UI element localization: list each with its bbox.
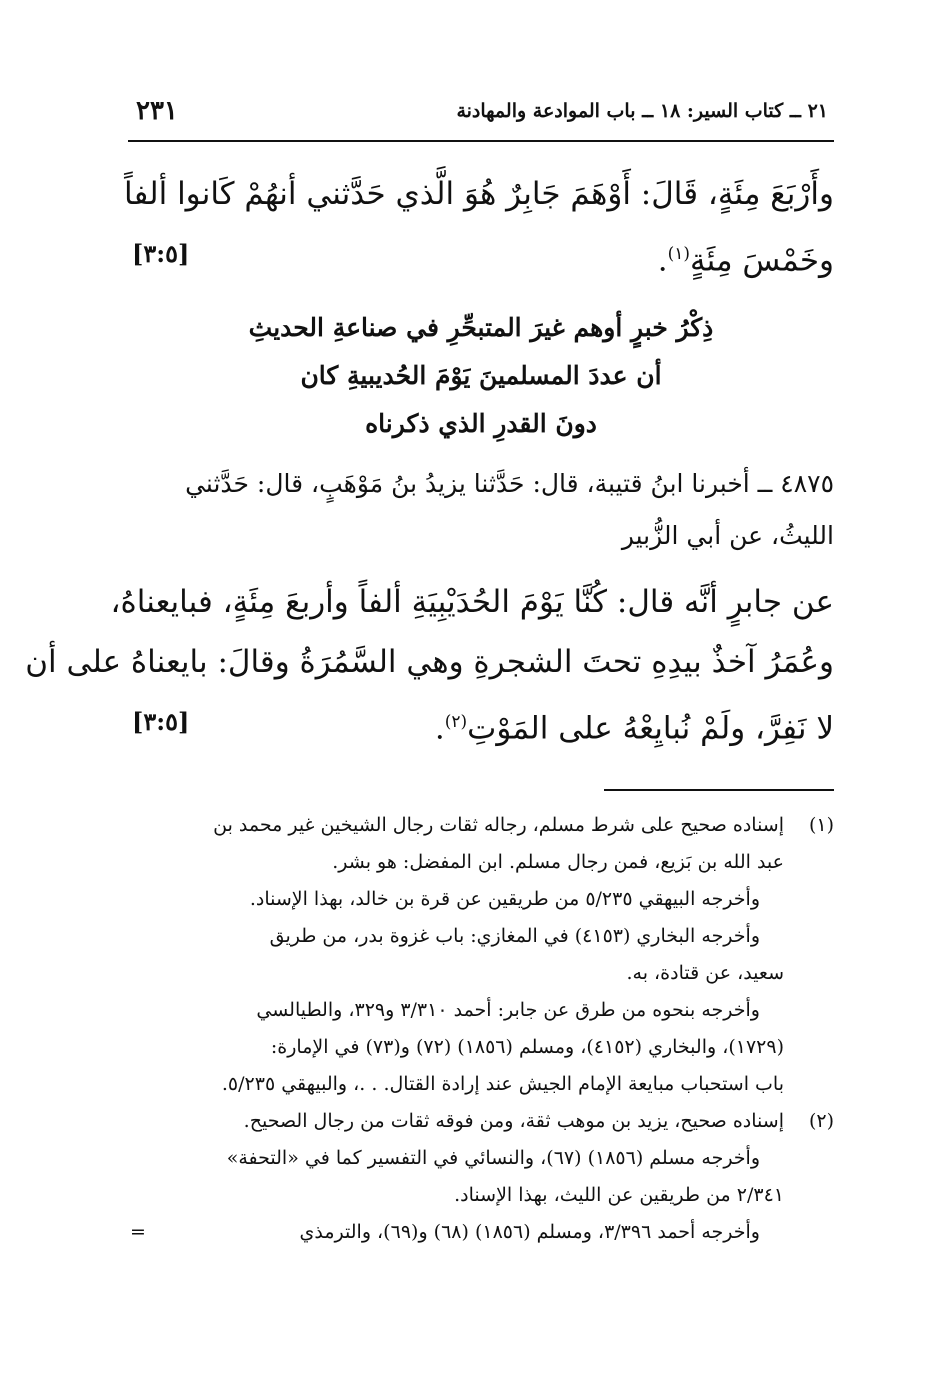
footnote-line: إسناده صحيح على شرط مسلم، رجاله ثقات رجال الشيخين غير محمد بن (213, 813, 784, 836)
header-rule (128, 140, 834, 142)
footnote-line: وأخرجه بنحوه من طرق عن جابر: أحمد ٣/٣١٠ و٣٢٩، والطيالسي (256, 998, 760, 1021)
running-title: ٢١ ــ كتاب السير: ١٨ ــ باب الموادعة والمهادنة (456, 100, 828, 122)
text-line: وأَرْبَعَ مِئَةٍ، قَالَ: أَوْهَمَ جَابِرٌ هُوَ الَّذي حَدَّثني أنهُمْ كَانوا ألفاً (124, 176, 834, 212)
footnote-ref[interactable]: (٢) (444, 712, 468, 733)
page-header (128, 92, 834, 134)
hadith-classification: [٣:٥] (132, 707, 190, 737)
footnote-line: باب استحباب مبايعة الإمام الجيش عند إرادة القتال. . .، والبيهقي ٥/٢٣٥. (221, 1072, 784, 1095)
footnote-line: وأخرجه مسلم (١٨٥٦) (٦٧)، والنسائي في التفسير كما في «التحفة» (226, 1146, 760, 1169)
footnote-line: عبد الله بن بَزيع، فمن رجال مسلم. ابن المفضل: هو بشر. (332, 850, 784, 873)
footnote-separator (604, 789, 834, 791)
footnote-line: سعيد، عن قتادة، به. (626, 961, 784, 984)
footnote-ref[interactable]: (١) (667, 244, 690, 264)
footnote-line: وأخرجه أحمد ٣/٣٩٦، ومسلم (١٨٥٦) (٦٨) و(٦٩)، والترمذي = (128, 1214, 784, 1251)
matn-line: لا نَفِرَّ، ولَمْ نُبايِعْهُ على المَوْتِ$^{(٢)}$. [٣:٥] (128, 692, 834, 758)
footnote-line: ٢/٣٤١ من طريقين عن الليث، بهذا الإسناد. (454, 1183, 784, 1206)
text-line: وخَمْسَ مِئَةٍ$^{(١)}$. [٣:٥] (128, 224, 834, 290)
footnote-number: (١) (808, 813, 834, 836)
isnad-line: ٤٨٧٥ ــ أخبرنا ابنُ قتيبة، قال: حَدَّثنا يزيدُ بنُ مَوْهَبٍ، قال: حَدَّثني (185, 469, 834, 499)
footnote-line: وأخرجه البيهقي ٥/٢٣٥ من طريقين عن قرة بن خالد، بهذا الإسناد. (249, 887, 760, 910)
footnote-1 (128, 807, 834, 1103)
heading-line: ذِكْرُ خبرٍ أوهم غيرَ المتبحِّرِ في صناعةِ الحديثِ (248, 313, 714, 343)
page-number: ٢٣١ (136, 96, 178, 126)
continuation-mark: = (130, 1220, 146, 1243)
isnad-line: الليثُ، عن أبي الزُّبير (621, 521, 834, 551)
footnote-number: (٢) (808, 1109, 834, 1132)
hadith-classification: [٣:٥] (132, 239, 190, 268)
section-heading (128, 304, 834, 448)
heading-line: دونَ القدرِ الذي ذكرناه (365, 409, 597, 439)
matn-line: عن جابرٍ أنَّه قال: كُنَّا يَوْمَ الحُدَيْبِيَةِ ألفاً وأربعَ مِئَةٍ، فبايعناهُ، (110, 584, 834, 621)
footnote-line: إسناده صحيح، يزيد بن موهب ثقة، ومن فوقه ثقات من رجال الصحيح. (243, 1109, 784, 1132)
footnote-line: وأخرجه البخاري (٤١٥٣) في المغازي: باب غزوة بدر، من طريق (269, 924, 760, 947)
footnotes (128, 807, 834, 1251)
heading-line: أن عددَ المسلمينَ يَوْمَ الحُديبيةِ كان (300, 361, 662, 391)
hadith-matn (25, 572, 834, 758)
hadith-isnad (128, 458, 834, 562)
top-text (124, 164, 834, 290)
footnote-2 (128, 1103, 834, 1251)
book-page (25, 92, 834, 1251)
footnote-line: (١٧٢٩)، والبخاري (٤١٥٢)، ومسلم (١٨٥٦) (٧٢) و(٧٣) في الإمارة: (270, 1035, 784, 1058)
matn-line: وعُمَرُ آخذٌ بيدِهِ تحتَ الشجرةِ وهي السَّمُرَةُ وقالَ: بايعناهُ على أن (25, 644, 834, 681)
